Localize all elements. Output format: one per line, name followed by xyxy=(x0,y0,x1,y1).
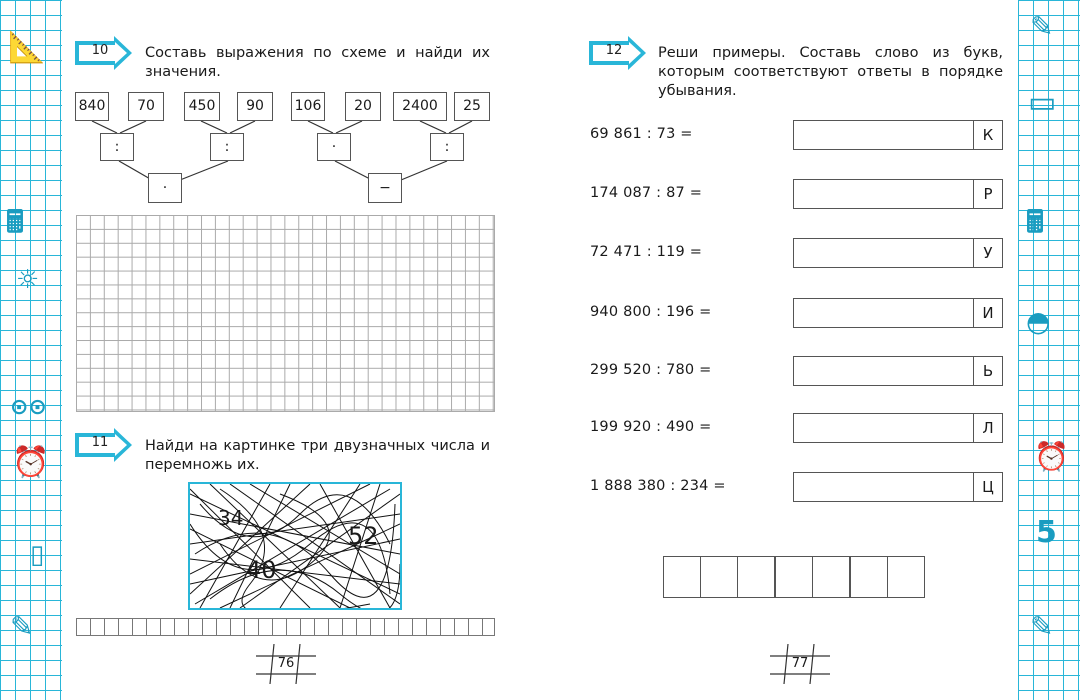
example-expression: 69 861 : 73 = xyxy=(590,126,693,142)
scheme-number-box: 90 xyxy=(237,92,273,121)
example-expression: 1 888 380 : 234 = xyxy=(590,478,726,494)
scheme-number-box: 450 xyxy=(184,92,220,121)
pencil-icon: ✎ xyxy=(10,610,34,643)
answer-field[interactable] xyxy=(793,356,1003,386)
phone-icon: ▯ xyxy=(30,540,45,570)
right-doodle-border xyxy=(1018,0,1080,700)
pencil-icon: ✎ xyxy=(1030,610,1054,643)
page-number-text: 76 xyxy=(277,656,295,671)
sun-icon: ☼ xyxy=(16,265,40,295)
hidden-number: 52 xyxy=(348,522,379,550)
scheme-number-box: 25 xyxy=(454,92,490,121)
word-letter-cell[interactable] xyxy=(700,556,738,598)
scheme-operation-box: : xyxy=(100,133,134,161)
page-number-left xyxy=(256,644,316,684)
task-10-text: Составь выражения по схеме и найди их значения. xyxy=(145,45,490,80)
word-letter-cell[interactable] xyxy=(887,556,925,598)
answer-field[interactable] xyxy=(793,179,1003,209)
work-grid[interactable] xyxy=(76,215,495,412)
example-expression: 72 471 : 119 = xyxy=(590,244,703,260)
example-expression: 940 800 : 196 = xyxy=(590,304,712,320)
answer-letter: Ц xyxy=(973,472,1003,502)
digit-five-icon: 5 xyxy=(1036,515,1057,550)
answer-letter: Р xyxy=(973,179,1003,209)
scheme-operation-box: · xyxy=(317,133,351,161)
scheme-operation-box: : xyxy=(210,133,244,161)
answer-letter: К xyxy=(973,120,1003,150)
hidden-number: 40 xyxy=(246,556,277,584)
answer-field[interactable] xyxy=(793,472,1003,502)
word-letter-cell[interactable] xyxy=(663,556,701,598)
task-11-badge xyxy=(74,428,134,462)
answer-field[interactable] xyxy=(793,413,1003,443)
word-letter-cell[interactable] xyxy=(737,556,775,598)
answer-field[interactable] xyxy=(793,298,1003,328)
ruler-icon: 📐 xyxy=(8,30,46,65)
scribble-picture xyxy=(188,482,402,610)
example-expression: 299 520 : 780 = xyxy=(590,362,712,378)
answer-strip[interactable] xyxy=(76,618,495,636)
task-12-text: Реши примеры. Составь слово из букв, которым соответствуют ответы в порядке убывания. xyxy=(658,45,1003,99)
answer-letter: Л xyxy=(973,413,1003,443)
task-11-text: Найди на картинке три двузначных числа и перемножь их. xyxy=(145,438,490,473)
tablet-icon: ▭ xyxy=(1028,85,1057,120)
example-expression: 199 920 : 490 = xyxy=(590,419,712,435)
word-letter-cell[interactable] xyxy=(775,556,813,598)
word-letter-cell[interactable] xyxy=(850,556,888,598)
answer-letter: И xyxy=(973,298,1003,328)
clock-icon: ⏰ xyxy=(1034,440,1069,473)
scheme-operation-box: · xyxy=(148,173,182,203)
example-expression: 174 087 : 87 = xyxy=(590,185,703,201)
task-number: 12 xyxy=(605,43,623,58)
scheme-number-box: 70 xyxy=(128,92,164,121)
scheme-operation-box: : xyxy=(430,133,464,161)
scheme-operation-box: − xyxy=(368,173,402,203)
glasses-icon: ⊙⊙ xyxy=(10,395,47,420)
word-letter-cell[interactable] xyxy=(812,556,850,598)
hidden-number: 34 xyxy=(218,506,244,530)
calculator-icon: 🖩 xyxy=(6,205,24,240)
scheme-number-box: 20 xyxy=(345,92,381,121)
scheme-number-box: 106 xyxy=(291,92,325,121)
calculator-icon: 🖩 xyxy=(1026,205,1044,240)
scheme-number-box: 840 xyxy=(75,92,109,121)
answer-field[interactable] xyxy=(793,238,1003,268)
task-number: 10 xyxy=(91,43,109,58)
page-number-text: 77 xyxy=(791,656,809,671)
protractor-icon: ◓ xyxy=(1026,305,1051,338)
scheme-number-box: 2400 xyxy=(393,92,447,121)
clock-icon: ⏰ xyxy=(12,445,50,480)
answer-letter: У xyxy=(973,238,1003,268)
answer-field[interactable] xyxy=(793,120,1003,150)
task-12-badge xyxy=(588,36,648,70)
task-number: 11 xyxy=(91,435,109,450)
pencil-icon: ✎ xyxy=(1030,10,1054,43)
page-number-right xyxy=(770,644,830,684)
answer-letter: Ь xyxy=(973,356,1003,386)
